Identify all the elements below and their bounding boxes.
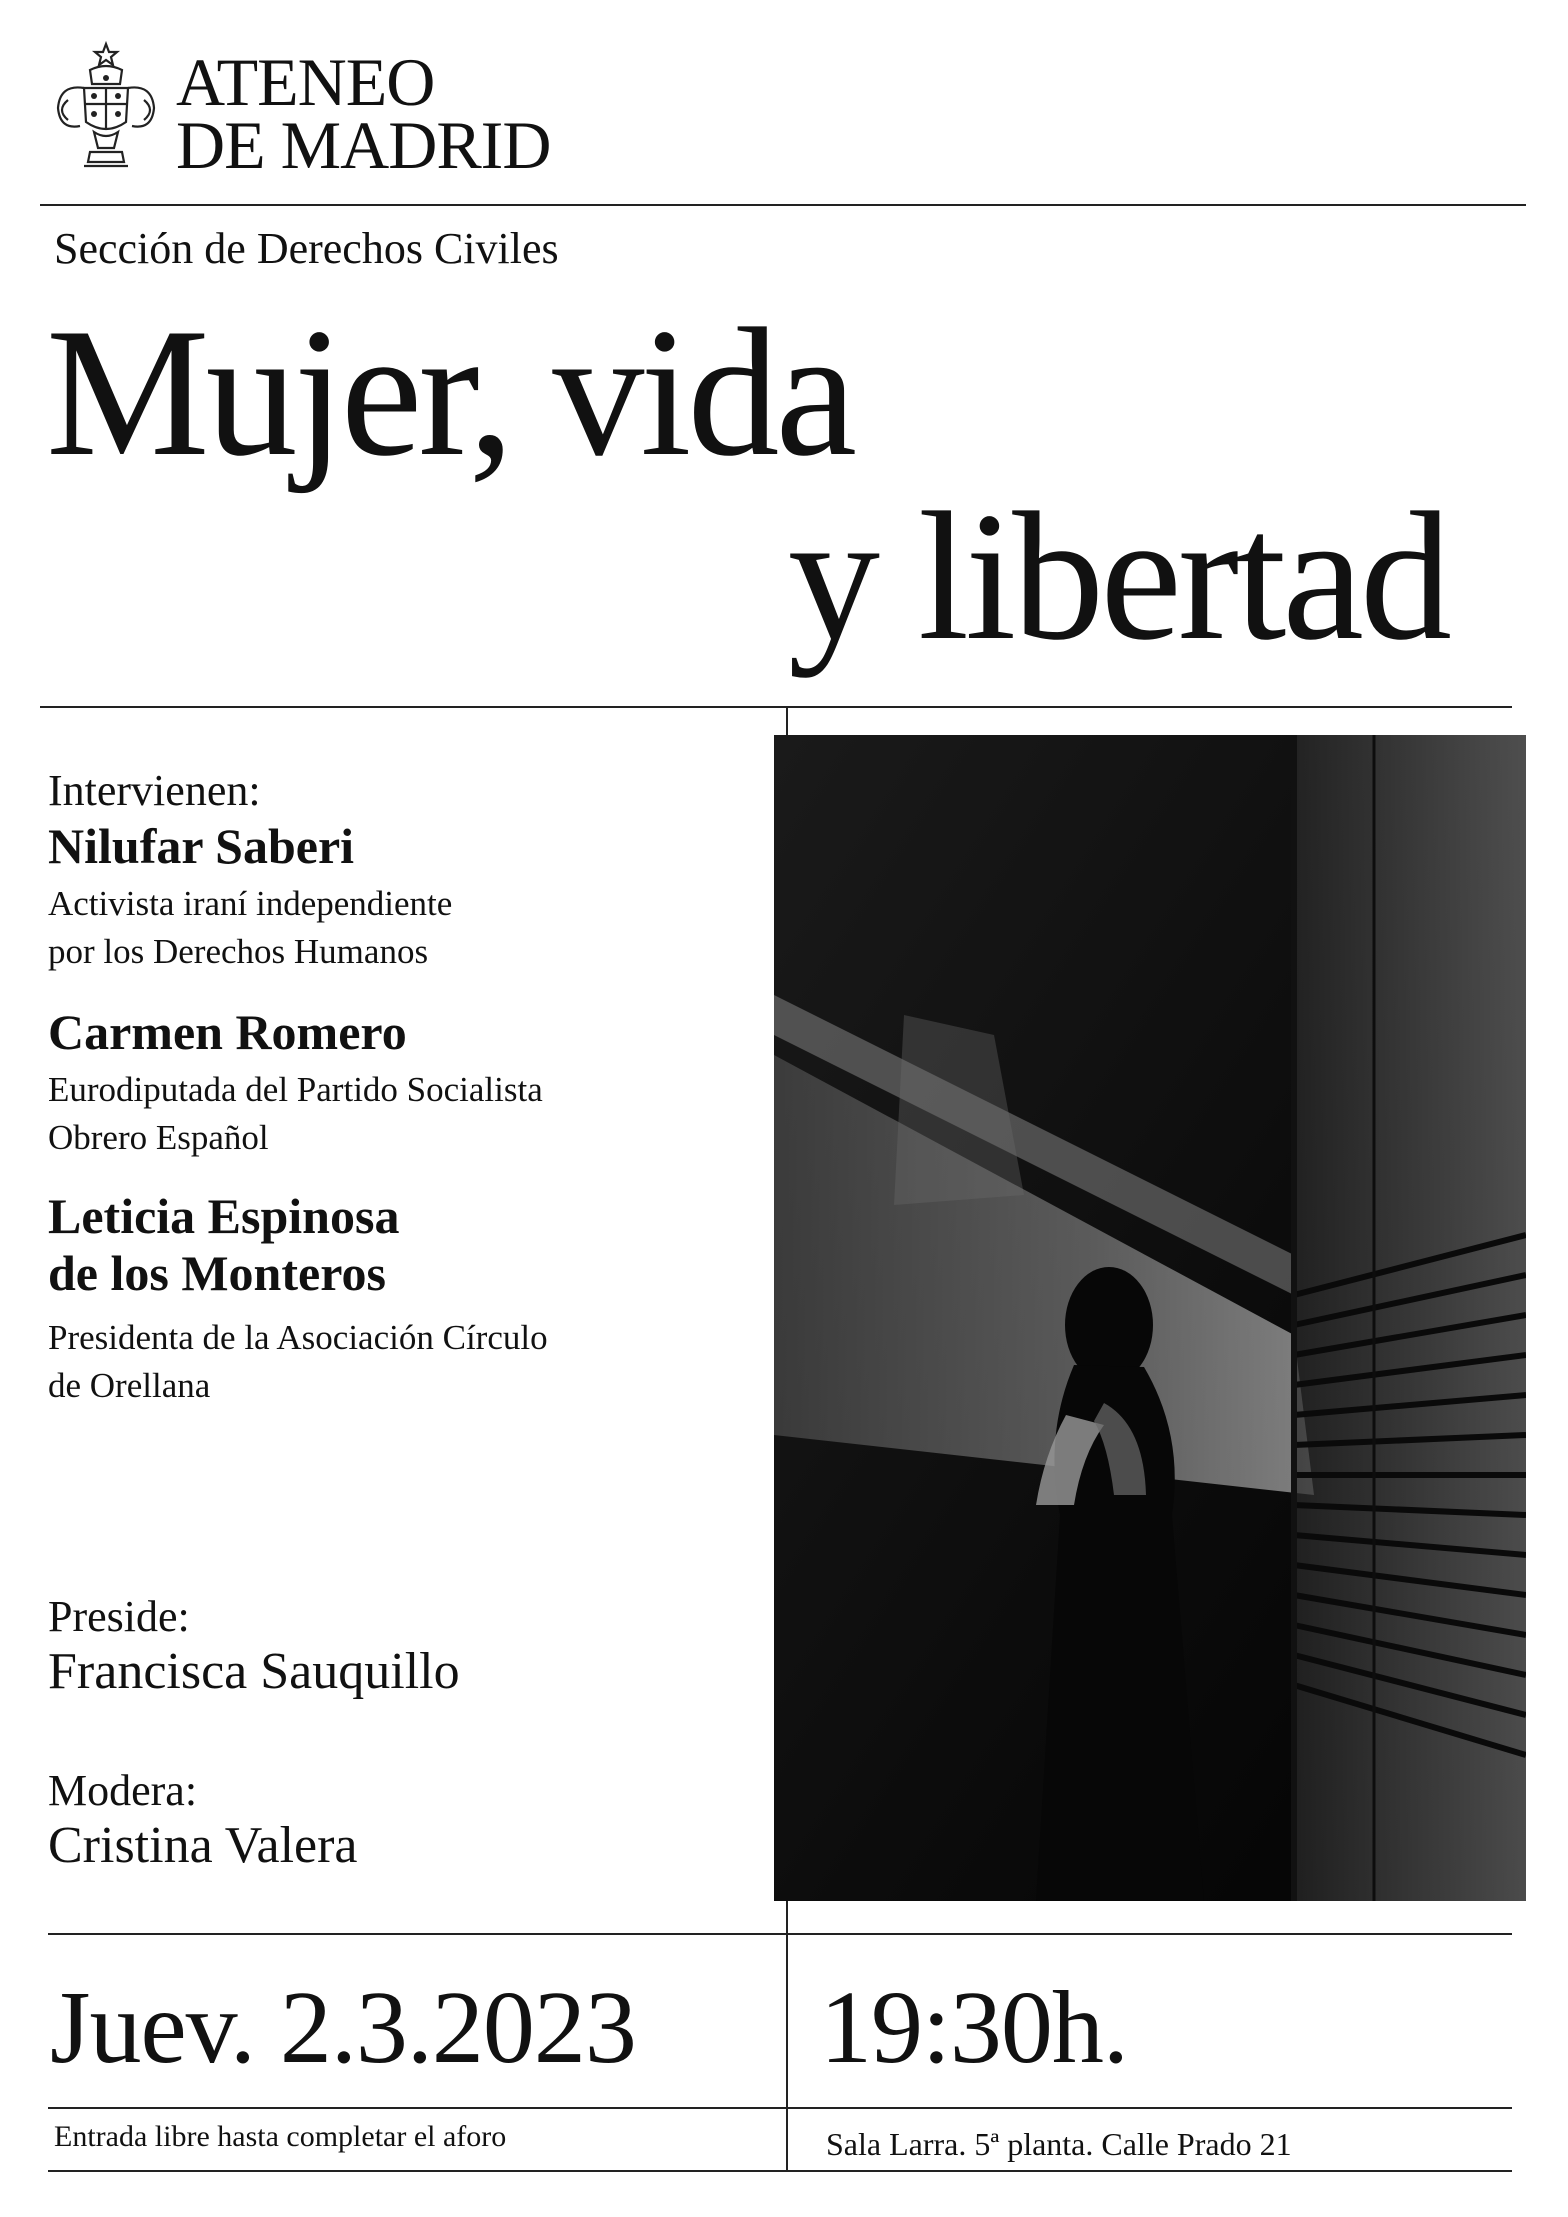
ateneo-emblem-icon xyxy=(50,40,162,172)
divider-footer-bottom xyxy=(48,2170,1512,2172)
entry-note: Entrada libre hasta completar el aforo xyxy=(54,2120,507,2153)
event-time: 19:30h. xyxy=(820,1970,1128,2085)
speaker-name: Nilufar Saberi xyxy=(48,818,355,874)
moderator-label: Modera: xyxy=(48,1766,198,1815)
photo-illustration xyxy=(774,735,1526,1901)
chair-label: Preside: xyxy=(48,1592,190,1641)
speaker-name: Leticia Espinosa xyxy=(48,1188,400,1244)
speaker-role: Eurodiputada del Partido Socialista xyxy=(48,1070,543,1109)
speaker-name: Carmen Romero xyxy=(48,1004,407,1060)
speaker-name: de los Monteros xyxy=(48,1245,386,1301)
venue: Sala Larra. 5ª planta. Calle Prado 21 xyxy=(826,2126,1292,2162)
event-date: Juev. 2.3.2023 xyxy=(50,1970,636,2085)
speaker-role: Activista iraní independiente xyxy=(48,884,453,923)
event-photo xyxy=(774,735,1526,1901)
title-line2: y libertad xyxy=(788,474,1448,678)
divider-mid xyxy=(40,706,1512,708)
org-name-line1: ATENEO xyxy=(176,44,435,120)
moderator-name: Cristina Valera xyxy=(48,1817,358,1874)
org-name-line2: DE MADRID xyxy=(176,107,551,183)
speaker-role: Obrero Español xyxy=(48,1118,269,1157)
chair-name: Francisca Sauquillo xyxy=(48,1643,460,1700)
speaker-role: por los Derechos Humanos xyxy=(48,932,429,971)
speaker-role: Presidenta de la Asociación Círculo xyxy=(48,1318,548,1357)
speakers-label: Intervienen: xyxy=(48,766,261,815)
title-line1: Mujer, vida xyxy=(46,290,854,494)
divider-footer-mid xyxy=(48,2107,1512,2109)
divider-footer-top xyxy=(48,1933,1512,1935)
divider-top xyxy=(40,204,1526,206)
speaker-role: de Orellana xyxy=(48,1366,211,1405)
section-label: Sección de Derechos Civiles xyxy=(54,224,559,273)
